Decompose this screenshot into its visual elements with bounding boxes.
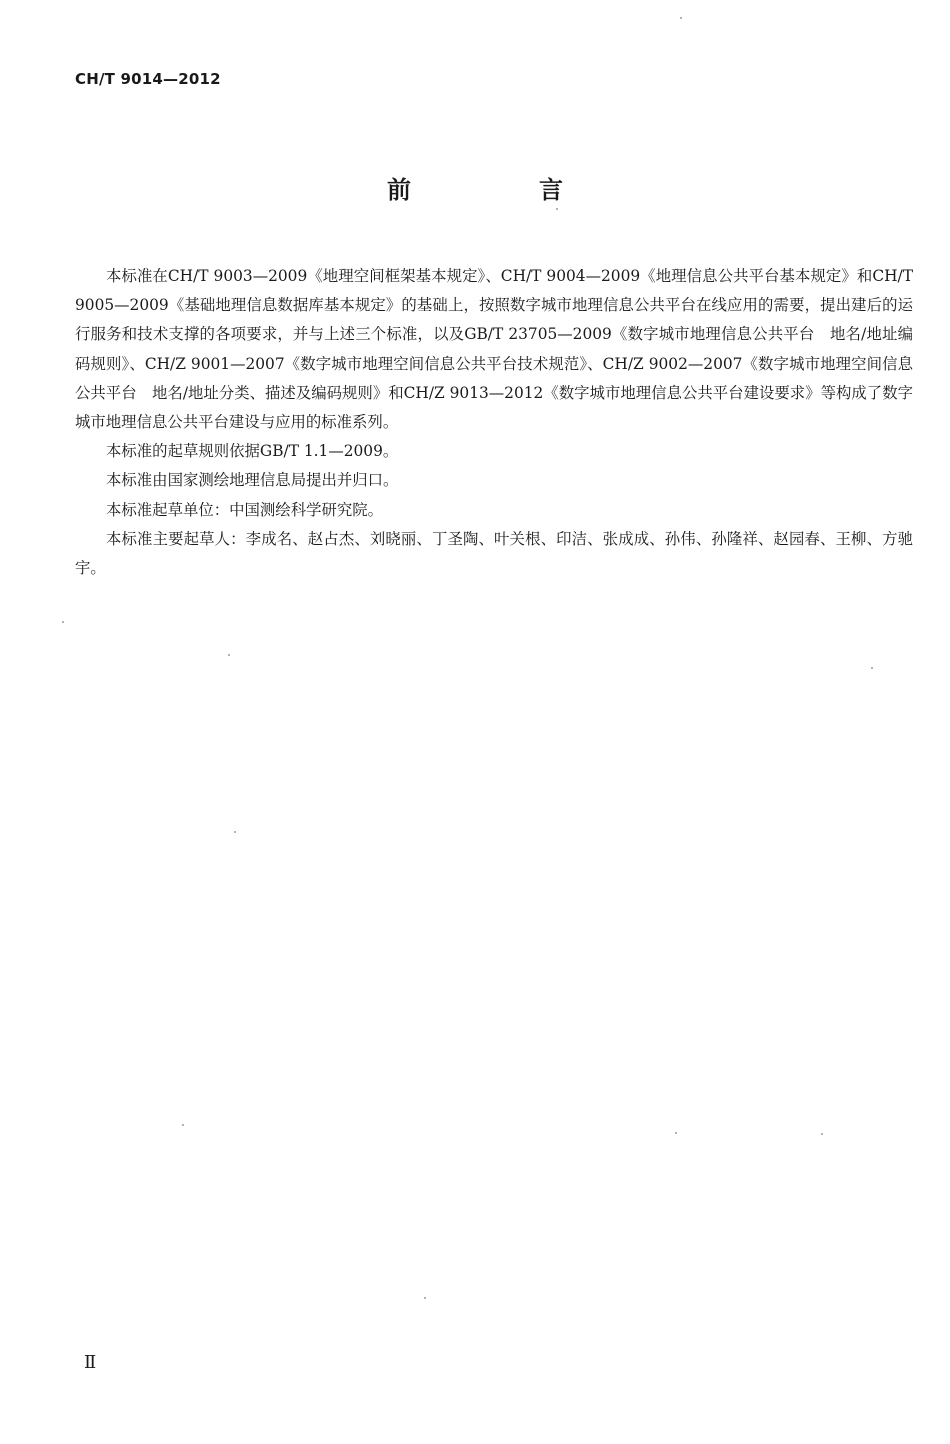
paragraph-drafting-unit: 本标准起草单位：中国测绘科学研究院。 xyxy=(106,500,384,519)
scan-speck xyxy=(62,621,64,623)
foreword-body xyxy=(75,262,913,583)
scan-speck xyxy=(228,654,230,656)
scan-speck xyxy=(234,831,236,833)
page-title: 前 言 xyxy=(387,176,615,204)
scan-speck xyxy=(821,1133,823,1135)
paragraph-drafters: 本标准主要起草人：李成名、赵占杰、刘晓丽、丁圣陶、叶关根、印洁、张成成、孙伟、孙隆祥、赵园春、王柳、方驰宇。 xyxy=(75,529,913,578)
scan-speck xyxy=(680,17,682,19)
scan-speck xyxy=(424,1297,426,1299)
paragraph-drafting-rules: 本标准的起草规则依据GB/T 1.1—2009。 xyxy=(106,442,399,461)
document-code: CH/T 9014—2012 xyxy=(75,70,221,88)
page-number: Ⅱ xyxy=(84,1352,97,1373)
scan-speck xyxy=(182,1124,184,1126)
scan-speck xyxy=(675,1132,677,1134)
scan-speck xyxy=(556,208,558,210)
paragraph-related-standards: 本标准在CH/T 9003—2009《地理空间框架基本规定》、CH/T 9004—2009《地理信息公共平台基本规定》和CH/T 9005—2009《基础地理信息数据库基本规定》的基础上，按照数字城市地理信息公共平台在线应用的需要，提出建后的运行服务和技术支撑的各项要求，并与上述三个标准，以及GB/T 23705—2009《数字城市地理信息公共平台 地名/地址编码规则》、CH/Z 9001—2007《数字城市地理空间信息公共平台技术规范》、CH/Z 9002—2007《数字城市地理空间信息公共平台 地名/地址分类、描述及编码规则》和CH/Z 9013—2012《数字城市地理信息公共平台建设要求》等构成了数字城市地理信息公共平台建设与应用的标准系列。 xyxy=(75,267,913,432)
paragraph-proposer: 本标准由国家测绘地理信息局提出并归口。 xyxy=(106,471,399,490)
scan-speck xyxy=(871,667,873,669)
